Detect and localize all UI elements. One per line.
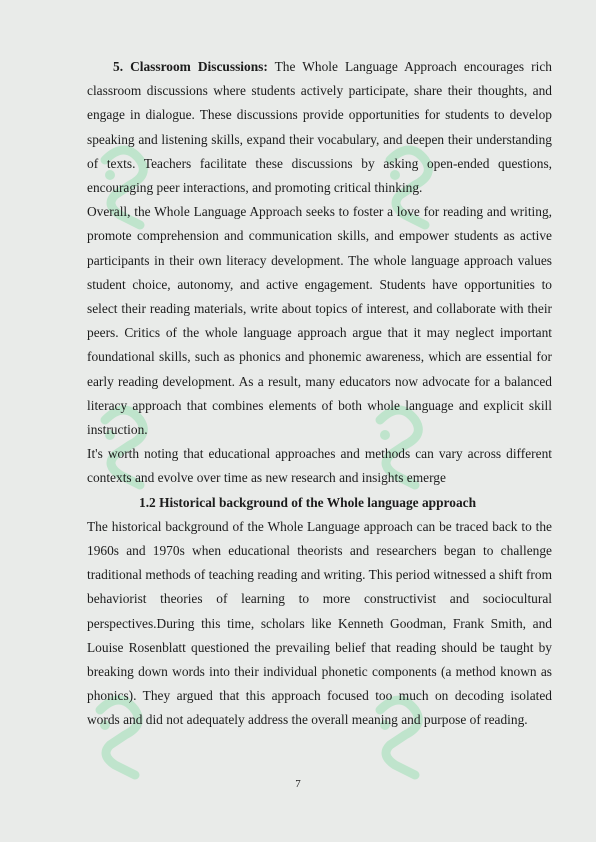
page-number: 7 — [295, 778, 301, 790]
section-heading: 1.2 Historical background of the Whole language approach — [139, 494, 477, 510]
paragraph-classroom-discussions — [87, 55, 552, 200]
body-text — [87, 55, 552, 733]
paragraph-overall: Overall, the Whole Language Approach seeks to foster a love for reading and writing, promote comprehension and communication skills, and empower students as active participants in their own literacy development. The whole language approach values student choice, autonomy, and active engagement. Students have opportunities to select their reading materials, write about topics of interest, and collaborate with their peers. Critics of the whole language approach argue that it may neglect important foundational skills, such as phonics and phonemic awareness, which are essential for early reading development. As a result, many educators now advocate for a balanced literacy approach that combines elements of both whole language and explicit skill instruction. — [87, 204, 552, 438]
paragraph-note: It's worth noting that educational approaches and methods can vary across different contexts and evolve over time as new research and insights emerge — [87, 446, 552, 486]
list-item-lead: 5. Classroom Discussions: — [113, 59, 268, 74]
paragraph-historical-background: The historical background of the Whole Language approach can be traced back to the 1960s and 1970s when educational theorists and researchers began to challenge traditional methods of teaching reading and writing. This period witnessed a shift from behaviorist theories of learning to more constructivist and sociocultural perspectives.During this time, scholars like Kenneth Goodman, Frank Smith, and Louise Rosenblatt questioned the prevailing belief that reading should be taught by breaking down words into their individual phonetic components (a method known as phonics). They argued that this approach focused too much on decoding isolated words and did not adequately address the overall meaning and purpose of reading. — [87, 518, 552, 728]
paragraph-text: The Whole Language Approach encourages rich classroom discussions where students actively participate, share their thoughts, and engage in dialogue. These discussions provide opportunities for students to develop speaking and listening skills, expand their vocabulary, and deepen their understanding of texts. Teachers facilitate these discussions by asking open-ended questions, encouraging peer interactions, and promoting critical thinking. — [87, 59, 552, 196]
